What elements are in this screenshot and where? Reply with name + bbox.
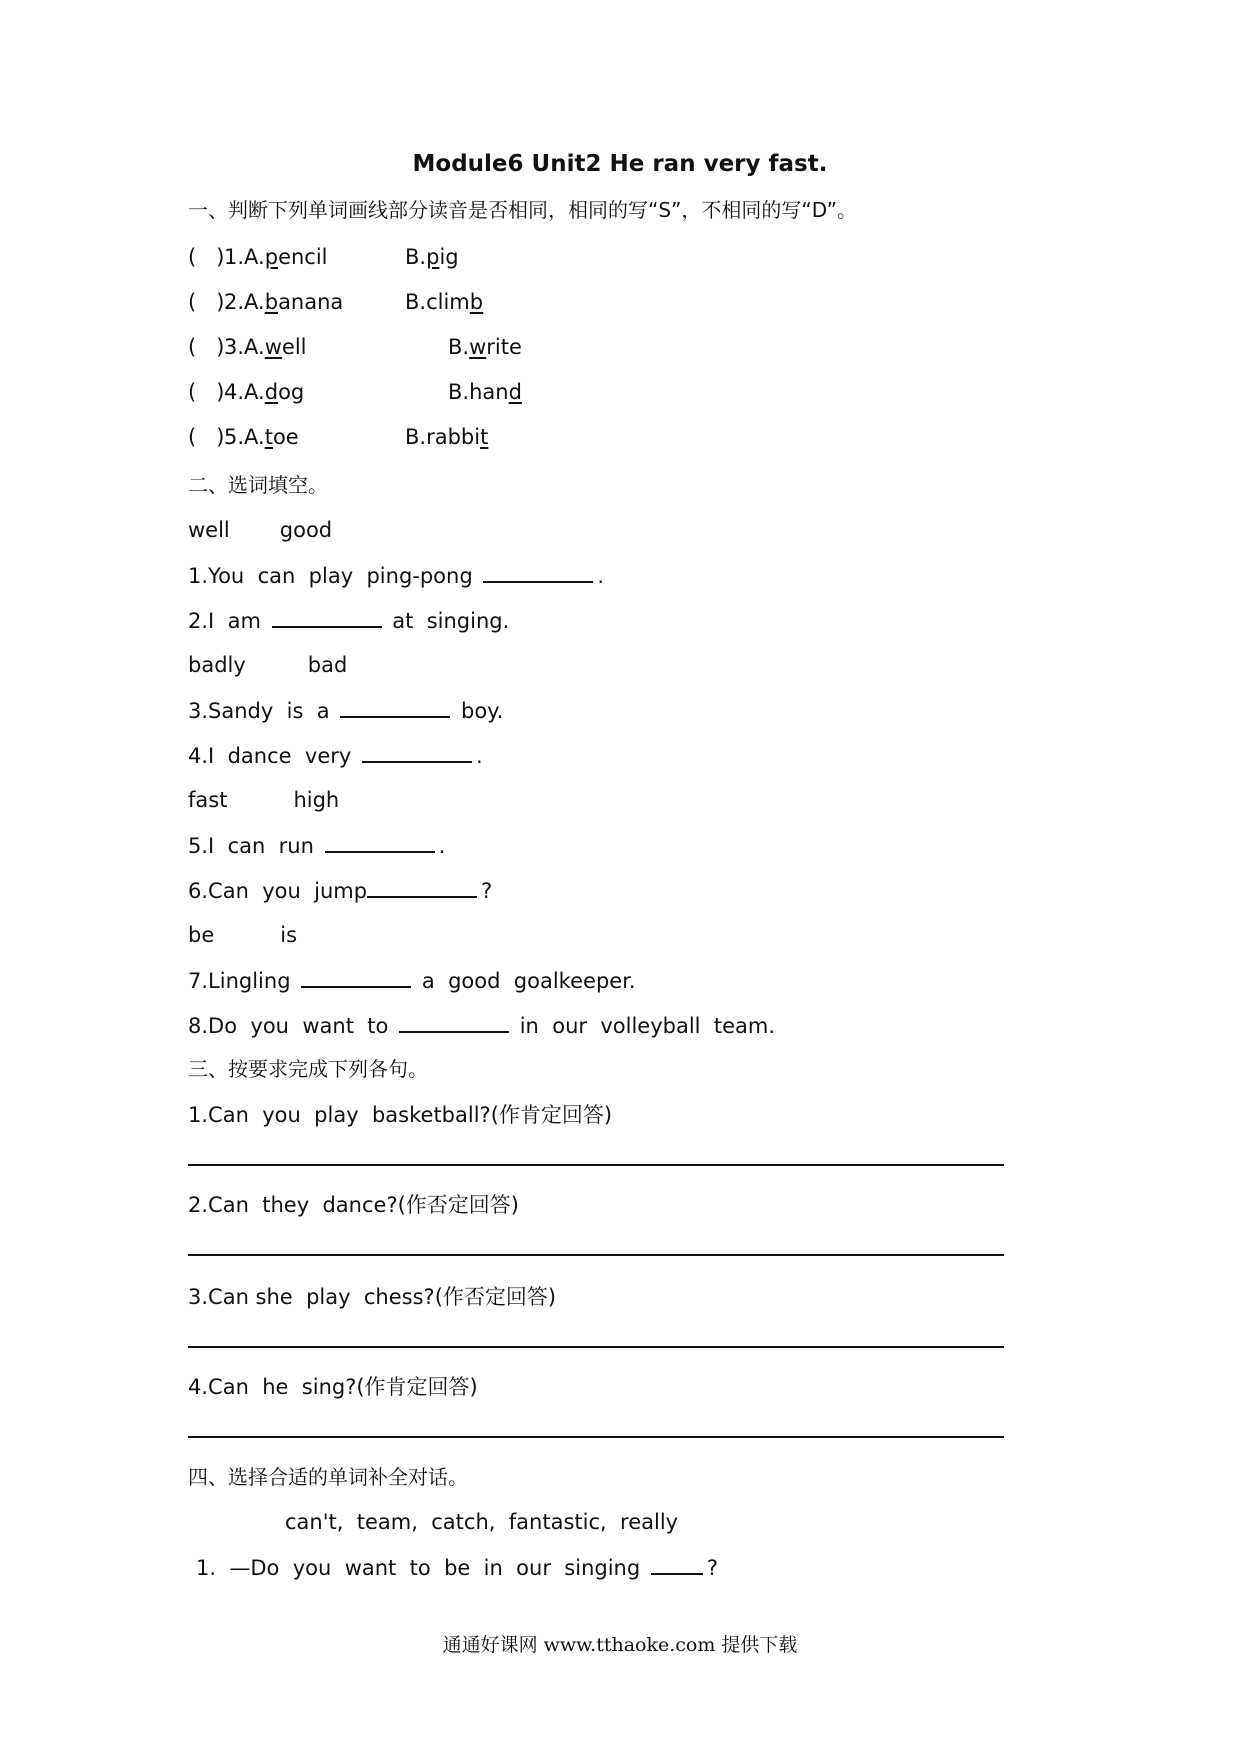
section4-heading: 四、选择合适的单词补全对话。: [188, 1465, 468, 1489]
word-a: well: [264, 335, 307, 359]
fill-question-6: 6.Can you jump ?: [188, 876, 492, 905]
fill-question-3: 3.Sandy is a boy.: [188, 696, 503, 725]
section3-heading: 三、按要求完成下列各句。: [188, 1057, 428, 1081]
answer-bracket[interactable]: ( ): [188, 290, 225, 314]
word-b: B.rabbit: [405, 425, 489, 449]
rewrite-question-2: 2.Can they dance?(作否定回答): [188, 1193, 519, 1217]
item-number: 2.A.: [224, 290, 265, 314]
word-b: B.climb: [405, 290, 484, 314]
answer-bracket[interactable]: ( ): [188, 245, 225, 269]
answer-bracket[interactable]: ( ): [188, 380, 225, 404]
item-number: 1.A.: [224, 245, 265, 269]
word-bank: can't, team, catch, fantastic, really: [285, 1510, 679, 1534]
answer-line-3[interactable]: [188, 1346, 1004, 1348]
answer-bracket[interactable]: ( ): [188, 335, 225, 359]
rewrite-question-1: 1.Can you play basketball?(作肯定回答): [188, 1103, 613, 1127]
page-title: Module6 Unit2 He ran very fast.: [412, 151, 828, 177]
phonics-item-4: [188, 378, 522, 406]
section2-heading: 二、选词填空。: [188, 473, 328, 497]
word-choice-row-2: badly bad: [188, 653, 348, 677]
fill-question-2: 2.I am at singing.: [188, 606, 509, 635]
word-b: B.pig: [405, 245, 459, 269]
answer-bracket[interactable]: ( ): [188, 425, 225, 449]
section1-heading: 一、判断下列单词画线部分读音是否相同，相同的写“S”，不相同的写“D”。: [188, 198, 858, 222]
answer-blank[interactable]: [272, 606, 382, 628]
word-a: dog: [264, 380, 305, 404]
word-a: pencil: [264, 245, 328, 269]
answer-blank[interactable]: [340, 696, 450, 718]
answer-line-1[interactable]: [188, 1164, 1004, 1166]
answer-line-2[interactable]: [188, 1254, 1004, 1256]
word-a: banana: [264, 290, 344, 314]
answer-blank[interactable]: [399, 1011, 509, 1033]
word-choice-row-4: be is: [188, 923, 298, 947]
phonics-item-1: [188, 243, 459, 271]
answer-blank[interactable]: [651, 1553, 703, 1575]
word-choice-row-3: fast high: [188, 788, 340, 812]
item-number: 4.A.: [224, 380, 265, 404]
fill-question-4: 4.I dance very .: [188, 741, 483, 770]
fill-question-1: 1.You can play ping-pong .: [188, 561, 604, 590]
word-b: B.write: [448, 335, 522, 359]
dialogue-question-1: 1. —Do you want to be in our singing ?: [196, 1553, 718, 1582]
rewrite-question-4: 4.Can he sing?(作肯定回答): [188, 1375, 478, 1399]
phonics-item-5: [188, 423, 489, 451]
answer-blank[interactable]: [301, 966, 411, 988]
phonics-item-2: [188, 288, 484, 316]
phonics-item-3: [188, 333, 522, 361]
item-number: 5.A.: [224, 425, 265, 449]
answer-line-4[interactable]: [188, 1436, 1004, 1438]
word-choice-row-1: well good: [188, 518, 333, 542]
answer-blank[interactable]: [325, 831, 435, 853]
answer-blank[interactable]: [483, 561, 593, 583]
item-number: 3.A.: [224, 335, 265, 359]
fill-question-8: 8.Do you want to in our volleyball team.: [188, 1011, 775, 1040]
fill-question-7: 7.Lingling a good goalkeeper.: [188, 966, 636, 995]
answer-blank[interactable]: [362, 741, 472, 763]
answer-blank[interactable]: [367, 876, 477, 898]
word-b: B.hand: [448, 380, 522, 404]
word-a: toe: [264, 425, 299, 449]
footer-credit: 通通好课网 www.tthaoke.com 提供下载: [442, 1634, 798, 1656]
rewrite-question-3: 3.Can she play chess?(作否定回答): [188, 1285, 557, 1309]
fill-question-5: 5.I can run .: [188, 831, 445, 860]
